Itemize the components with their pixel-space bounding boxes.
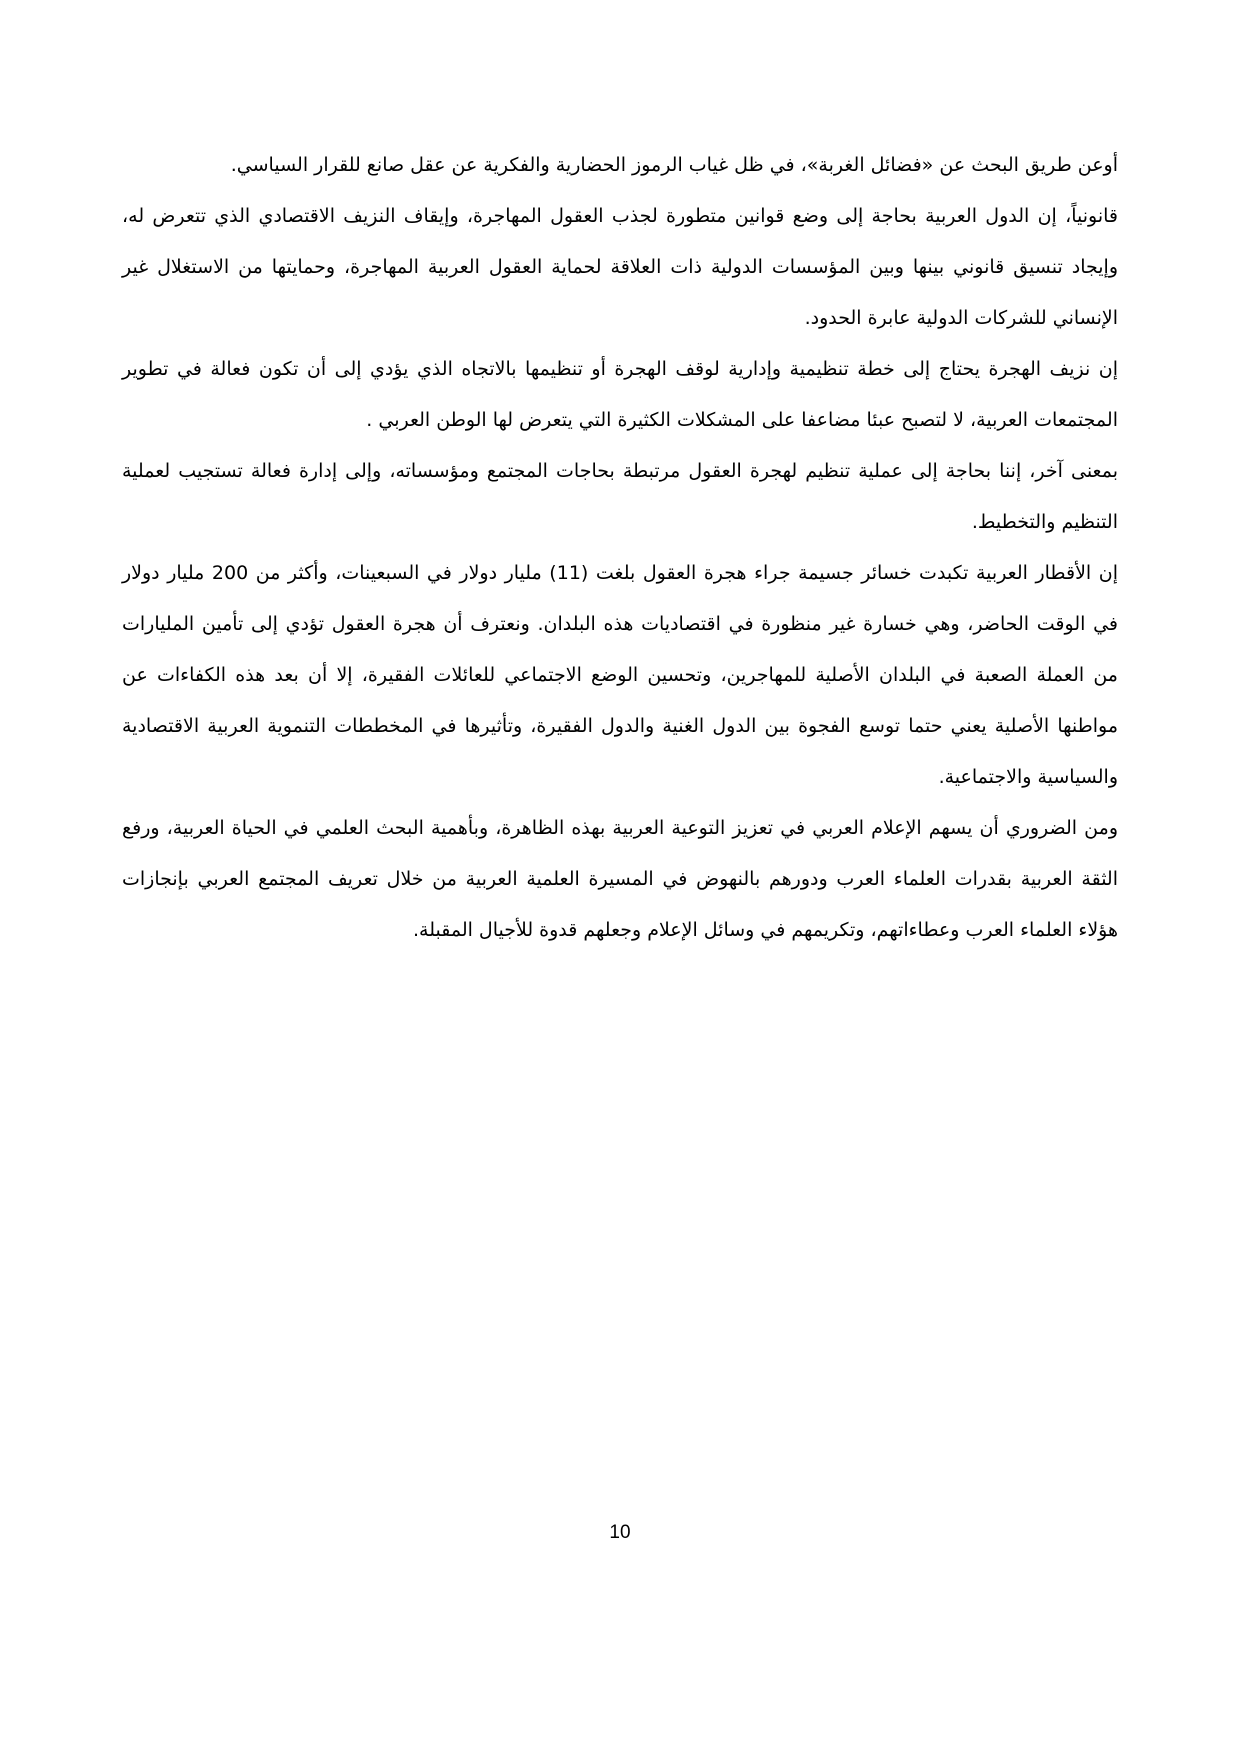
paragraph-5: إن الأقطار العربية تكبدت خسائر جسيمة جراء هجرة العقول بلغت (11) مليار دولار في السبعينات، وأكثر من 200 مليار دولار في الوقت الحاضر، وهي خسارة غير منظورة في اقتصاديات هذه البلدان. ونعترف أن هجرة العقول تؤدي إلى تأمين المليارات من العملة الصعبة في البلدان الأصلية للمهاجرين، وتحسين الوضع الاجتماعي للعائلات الفقيرة، إلا أن بعد هذه الكفاءات عن مواطنها الأصلية يعني حتما توسع الفجوة بين الدول الغنية والدول الفقيرة، وتأثيرها في المخططات التنموية العربية الاقتصادية والسياسية والاجتماعية. [122, 562, 1118, 788]
page-number: 10 [609, 1522, 631, 1543]
paragraph-1: أوعن طريق البحث عن «فضائل الغربة»، في ظل غياب الرموز الحضارية والفكرية عن عقل صانع للقرار السياسي. [230, 154, 1118, 176]
paragraph-2: قانونياً، إن الدول العربية بحاجة إلى وضع قوانين متطورة لجذب العقول المهاجرة، وإيقاف النزيف الاقتصادي الذي تتعرض له، وإيجاد تنسيق قانوني بينها وبين المؤسسات الدولية ذات العلاقة لحماية العقول العربية المهاجرة، وحمايتها من الاستغلال غير الإنساني للشركات الدولية عابرة الحدود. [122, 205, 1118, 329]
paragraph-4: بمعنى آخر، إننا بحاجة إلى عملية تنظيم لهجرة العقول مرتبطة بحاجات المجتمع ومؤسساته، وإلى إدارة فعالة تستجيب لعملية التنظيم والتخطيط. [122, 460, 1118, 533]
body-text [122, 140, 1118, 956]
paragraph-6: ومن الضروري أن يسهم الإعلام العربي في تعزيز التوعية العربية بهذه الظاهرة، وبأهمية البحث العلمي في الحياة العربية، ورفع الثقة العربية بقدرات العلماء العرب ودورهم بالنهوض في المسيرة العلمية العربية من خلال تعريف المجتمع العربي بإنجازات هؤلاء العلماء العرب وعطاءاتهم، وتكريمهم في وسائل الإعلام وجعلهم قدوة للأجيال المقبلة. [122, 817, 1118, 941]
paragraph-3: إن نزيف الهجرة يحتاج إلى خطة تنظيمية وإدارية لوقف الهجرة أو تنظيمها بالاتجاه الذي يؤدي إلى أن تكون فعالة في تطوير المجتمعات العربية، لا لتصبح عبئا مضاعفا على المشكلات الكثيرة التي يتعرض لها الوطن العربي . [122, 358, 1118, 431]
